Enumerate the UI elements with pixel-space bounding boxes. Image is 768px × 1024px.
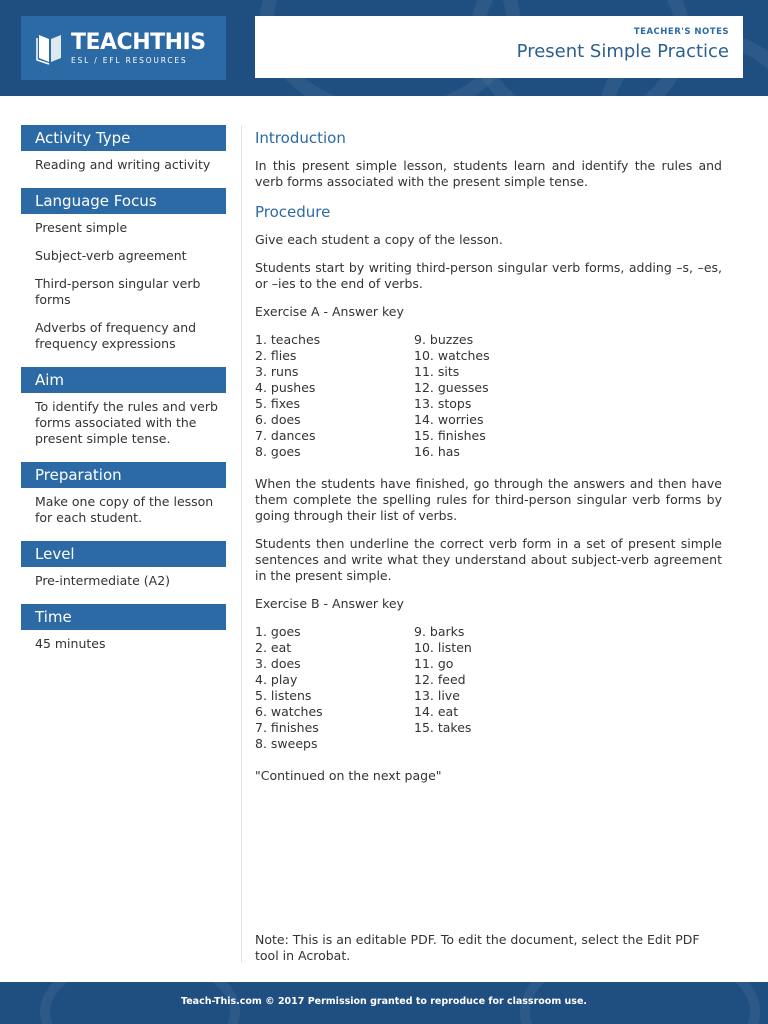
section-heading: Preparation	[21, 462, 226, 488]
answer-column	[255, 624, 414, 752]
answer-item: 5. listens	[255, 688, 312, 703]
sidebar-section-aim	[21, 367, 226, 447]
book-icon	[35, 31, 65, 65]
section-heading: Language Focus	[21, 188, 226, 214]
answer-item: 8. goes	[255, 444, 301, 459]
main-content	[255, 128, 722, 796]
answer-item: 5. fixes	[255, 396, 300, 411]
answer-item: 12. feed	[414, 672, 466, 687]
answer-item: 2. eat	[255, 640, 292, 655]
answer-item: 12. guesses	[414, 380, 489, 395]
answer-item: 4. play	[255, 672, 298, 687]
section-heading: Level	[21, 541, 226, 567]
answer-column	[255, 332, 414, 460]
introduction-text: In this present simple lesson, students learn and identify the rules and verb forms associated with the present simple tense.	[255, 158, 722, 189]
notes-label: TEACHER'S NOTES	[633, 27, 729, 37]
answer-item: 2. flies	[255, 348, 297, 363]
sidebar-item: 45 minutes	[35, 636, 106, 651]
sidebar	[21, 125, 226, 667]
sidebar-section-level	[21, 541, 226, 589]
page-footer	[0, 982, 768, 1024]
answer-item: 15. takes	[414, 720, 472, 735]
continued-text: "Continued on the next page"	[255, 768, 442, 783]
title-box	[255, 16, 743, 78]
sidebar-item: Pre-intermediate (A2)	[35, 573, 171, 588]
section-heading: Time	[21, 604, 226, 630]
procedure-paragraph: When the students have finished, go through the answers and then have them complete the spelling rules for third-person singular verb forms by going through their list of verbs.	[255, 476, 722, 523]
answer-item: 13. stops	[414, 396, 472, 411]
answer-item: 7. finishes	[255, 720, 319, 735]
answer-item: 1. teaches	[255, 332, 321, 347]
sidebar-item: Reading and writing activity	[35, 157, 211, 172]
answer-item: 16. has	[414, 444, 460, 459]
sidebar-section-activity-type	[21, 125, 226, 173]
answer-item: 4. pushes	[255, 380, 316, 395]
page-title: Present Simple Practice	[516, 41, 729, 62]
answer-item: 13. live	[414, 688, 460, 703]
section-heading: Activity Type	[21, 125, 226, 151]
answer-item: 11. sits	[414, 364, 460, 379]
editable-pdf-note: Note: This is an editable PDF. To edit the document, select the Edit PDF tool in Acrobat.	[255, 932, 700, 963]
answer-item: 8. sweeps	[255, 736, 318, 751]
answer-column	[414, 332, 573, 460]
answer-item: 6. watches	[255, 704, 323, 719]
answer-column	[414, 624, 573, 752]
exercise-b-label: Exercise B - Answer key	[255, 596, 404, 611]
answer-item: 7. dances	[255, 428, 316, 443]
answer-item: 11. go	[414, 656, 454, 671]
logo-subtitle: ESL / EFL RESOURCES	[71, 56, 188, 65]
answer-item: 3. does	[255, 656, 301, 671]
answer-item: 14. worries	[414, 412, 484, 427]
answer-item: 14. eat	[414, 704, 459, 719]
sidebar-item: Make one copy of the lesson for each student.	[35, 494, 214, 525]
answer-item: 6. does	[255, 412, 301, 427]
section-heading: Aim	[21, 367, 226, 393]
sidebar-item: Adverbs of frequency and frequency expressions	[35, 320, 197, 351]
page-header	[0, 0, 768, 96]
answer-item: 3. runs	[255, 364, 299, 379]
answer-item: 15. finishes	[414, 428, 486, 443]
sidebar-item: To identify the rules and verb forms associated with the present simple tense.	[35, 399, 218, 446]
answer-item: 1. goes	[255, 624, 301, 639]
column-divider	[241, 125, 242, 963]
procedure-paragraph: Students start by writing third-person singular verb forms, adding –s, –es, or –ies to the end of verbs.	[255, 260, 722, 291]
sidebar-section-time	[21, 604, 226, 652]
answer-item: 9. barks	[414, 624, 465, 639]
sidebar-section-preparation	[21, 462, 226, 526]
answer-item: 9. buzzes	[414, 332, 474, 347]
footer-text: Teach-This.com © 2017 Permission granted to reproduce for classroom use.	[181, 996, 587, 1007]
sidebar-section-language-focus	[21, 188, 226, 352]
procedure-heading: Procedure	[255, 203, 331, 221]
procedure-paragraph: Give each student a copy of the lesson.	[255, 232, 503, 247]
sidebar-item: Present simple	[35, 220, 128, 235]
answer-item: 10. watches	[414, 348, 490, 363]
exercise-a-answer-key	[255, 332, 722, 460]
introduction-heading: Introduction	[255, 129, 346, 147]
exercise-b-answer-key	[255, 624, 722, 752]
answer-item: 10. listen	[414, 640, 472, 655]
logo-title: TEACHTHIS	[71, 30, 206, 55]
procedure-paragraph: Students then underline the correct verb form in a set of present simple sentences and write what they understand about subject-verb agreement in the present simple.	[255, 536, 722, 583]
exercise-a-label: Exercise A - Answer key	[255, 304, 404, 319]
logo[interactable]	[21, 16, 226, 80]
sidebar-item: Third-person singular verb forms	[35, 276, 201, 307]
sidebar-item: Subject-verb agreement	[35, 248, 187, 263]
